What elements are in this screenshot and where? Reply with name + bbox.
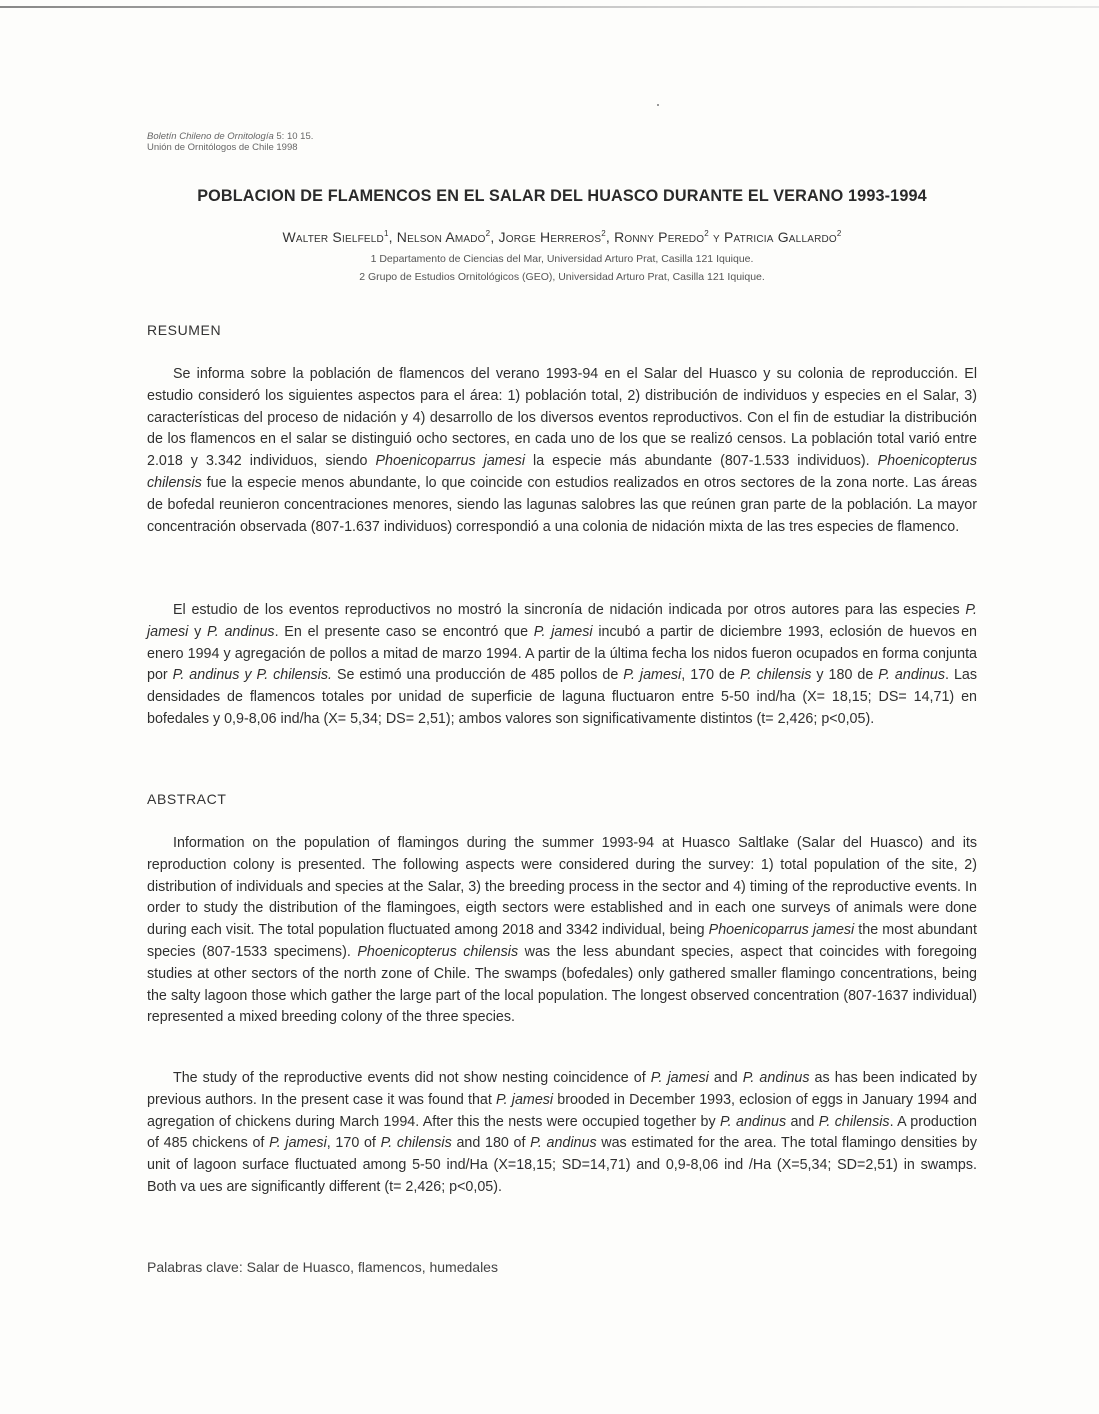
author-name: Jorge Herreros: [498, 229, 602, 245]
text-run: la especie más abundante (807-1.533 individuos).: [525, 453, 878, 470]
species-name-italic: P. andinus: [207, 623, 275, 640]
paper-title: POBLACION DE FLAMENCOS EN EL SALAR DEL HUASCO DURANTE EL VERANO 1993-1994: [197, 187, 927, 205]
abstract-heading: ABSTRACT: [147, 791, 227, 807]
resumen-paragraph-2: [147, 600, 977, 731]
species-name-italic: Phoenicopterus chilensis: [357, 943, 519, 960]
author-name: Ronny Peredo: [614, 229, 705, 245]
text-run: brooded in December 1993, eclosion of eggs in January 1994 and agregation of chickens during March 1994. After this the nests were occupied together by: [147, 1091, 977, 1130]
text-run: and 180 of: [451, 1135, 531, 1152]
species-name-italic: P. andinus y P. chilensis.: [172, 667, 332, 684]
author-name: Patricia Gallardo: [723, 229, 837, 245]
author-affil-mark: 2: [485, 229, 491, 238]
text-run: y 180 de: [811, 667, 879, 684]
author-separator: y: [708, 229, 724, 245]
species-name-italic: P. chilensis: [818, 1113, 890, 1130]
journal-line-1: [147, 131, 313, 142]
scan-edge-line: [0, 6, 1099, 8]
affiliation-2: 2 Grupo de Estudios Ornitológicos (GEO), Universidad Arturo Prat, Casilla 121 Iquique.: [359, 271, 765, 283]
text-run: . A production of 485 chickens of: [147, 1113, 978, 1152]
author-name: Walter Sielfeld: [282, 229, 384, 245]
author-affil-mark: 2: [601, 229, 606, 238]
species-name-italic: P. jamesi: [269, 1135, 327, 1152]
author-name: Nelson Amado: [396, 229, 486, 245]
author-separator: ,: [490, 229, 499, 245]
species-name-italic: P. andinus: [719, 1113, 787, 1130]
species-name-italic: P. jamesi: [650, 1070, 709, 1086]
abstract-paragraph-1: [147, 833, 977, 1029]
text-run: Se estimó una producción de 485 pollos de: [331, 667, 624, 684]
abstract-paragraph-2: [147, 1068, 977, 1199]
text-run: fue la especie menos abundante, lo que coincide con estudios realizados en otros sectores de la zona norte. Las áreas de bofedal reunieron concentraciones menores, siendo las lagunas salobres las que reúnen gran parte de la población. La mayor concentración observada (807-1.637 individuos) correspondió a una colonia de nidación mixta de las tres especies de flamenco.: [147, 474, 977, 535]
author-separator: ,: [605, 229, 615, 245]
species-name-italic: P. andinus: [878, 667, 946, 684]
author-list: [147, 229, 977, 245]
text-run: Se informa sobre la población de flamencos del verano 1993-94 en el Salar del Huasco y su colonia de reproducción. El estudio consideró los siguientes aspectos para el área: 1) población total, 2) distribución de individuos y especies en el Salar, 3) características del proceso de nidación y 4) desarrollo de los diversos eventos reproductivos. Con el fin de estudiar la distribución de los flamencos en el salar se distinguió ocho sectores, en cada uno de los que se realizó censos. La población total varió entre 2.018 y 3.342 individuos, siendo: [147, 366, 977, 470]
keywords-line: Palabras clave: Salar de Huasco, flamencos, humedales: [147, 1259, 498, 1275]
text-run: , 170 of: [326, 1135, 381, 1152]
journal-citation: [147, 131, 313, 153]
author-affil-mark: 2: [704, 229, 709, 238]
text-run: incubó a partir de diciembre 1993, eclosión de huevos en enero 1994 y agregación de pollos a mitad de marzo 1994. A partir de la última fecha los nidos fueron ocupados en forma conjunta por: [147, 623, 978, 684]
journal-pages: 5: 10 15.: [273, 131, 314, 142]
journal-publisher: Unión de Ornitólogos de Chile 1998: [147, 142, 298, 153]
text-run: . Las densidades de flamencos totales por unidad de superficie de laguna fluctuaron entre 5-50 ind/ha (X= 18,15; DS= 14,71) en bofedales y 0,9-8,06 ind/ha (X= 5,34; DS= 2,51); ambos valores son significativamente distintos (t= 2,426; p<0,05).: [147, 667, 978, 727]
species-name-italic: Phoenicoparrus jamesi: [375, 453, 525, 470]
species-name-italic: Phoenicopterus chilensis: [147, 453, 977, 491]
author-affil-mark: 1: [383, 229, 389, 238]
affiliation-1: 1 Departamento de Ciencias del Mar, Universidad Arturo Prat, Casilla 121 Iquique.: [370, 253, 754, 265]
species-name-italic: P. andinus: [742, 1070, 810, 1086]
author-affil-mark: 2: [836, 229, 842, 238]
species-name-italic: P. chilensis: [380, 1135, 452, 1152]
author-separator: ,: [388, 229, 397, 245]
text-run: was estimated for the area. The total flamingo densities by unit of lagoon surface fluctuated among 5-50 ind/Ha (X=18,15; SD=14,71) and 0,9-8,06 ind /Ha (X=5,34; SD=2,51) in swamps. Both va ues are significantly different (t= 2,426; p<0,05).: [147, 1135, 977, 1195]
text-run: as has been indicated by previous authors. In the present case it was found that: [147, 1070, 977, 1108]
text-run: . En el presente caso se encontró que: [274, 623, 534, 640]
text-run: , 170 de: [681, 667, 740, 684]
species-name-italic: P. andinus: [530, 1135, 597, 1152]
resumen-paragraph-1: [147, 364, 977, 538]
text-run: the most abundant species (807-1533 specimens).: [147, 922, 977, 960]
scan-speck: [657, 104, 659, 106]
text-run: Information on the population of flamingos during the summer 1993-94 at Huasco Saltlake (Salar del Huasco) and its reproduction colony is presented. The following aspects were considered during the survey: 1) total population of the site, 2) distribution of individuals and species at the Salar, 3) the breeding process in the sector and 4) timing of the reproductive events. In order to study the distribution of the flamingoes, eigth sectors were established and in each one surveys of animals were done during each visit. The total population fluctuated among 2018 and 3342 individual, being: [147, 835, 977, 939]
resumen-heading: RESUMEN: [147, 322, 222, 338]
species-name-italic: P. jamesi: [623, 667, 682, 684]
text-run: The study of the reproductive events did not show nesting coincidence of: [173, 1070, 651, 1086]
journal-name: Boletín Chileno de Ornitología: [147, 131, 274, 142]
species-name-italic: Phoenicoparrus jamesi: [708, 922, 855, 939]
text-run: El estudio de los eventos reproductivos no mostró la sincronía de nidación indicada por otros autores para las especies: [173, 602, 966, 618]
species-name-italic: P. jamesi: [495, 1091, 554, 1108]
text-run: y: [188, 623, 208, 640]
text-run: and: [786, 1113, 819, 1130]
species-name-italic: P. jamesi: [533, 623, 593, 640]
text-run: was the less abundant species, aspect that coincides with foregoing studies at other sectors of the north zone of Chile. The swamps (bofedales) only gathered smaller flamingo concentrations, being the salty lagoon those which gather the large part of the local population. The longest observed concentration (807-1637 individual) represented a mixed breeding colony of the three species.: [147, 943, 977, 1026]
species-name-italic: P. chilensis: [739, 667, 812, 684]
text-run: and: [708, 1070, 743, 1086]
species-name-italic: P. jamesi: [147, 602, 977, 640]
